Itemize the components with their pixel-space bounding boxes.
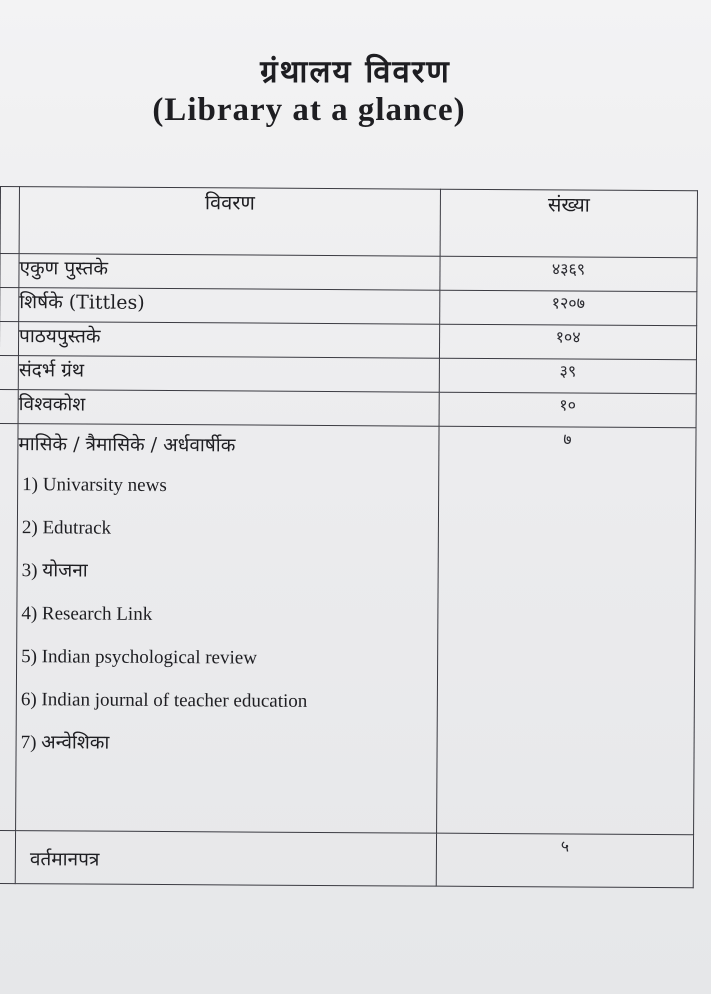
row-count: ३९ <box>439 358 696 394</box>
periodicals-heading: मासिके / त्रैमासिके / अर्धवार्षीक <box>18 433 236 457</box>
table-stub-cell <box>0 830 16 883</box>
library-table <box>0 186 698 888</box>
row-count: १० <box>439 392 696 428</box>
table-stub-cell <box>0 355 18 389</box>
page-title-english: (Library at a glance) <box>152 92 466 128</box>
header-count: संख्या <box>440 189 697 258</box>
row-count: १२०७ <box>440 290 697 326</box>
row-description: संदर्भ ग्रंथ <box>18 356 439 393</box>
row-count: १०४ <box>439 324 696 360</box>
periodicals-list <box>16 470 438 774</box>
row-description: वर्तमानपत्र <box>15 831 436 887</box>
table-stub-cell <box>0 254 19 288</box>
table-row <box>0 254 697 292</box>
row-description-periodicals <box>16 424 439 834</box>
table-stub-cell <box>0 187 19 254</box>
table-stub-cell <box>0 389 18 423</box>
list-item: 4) Research Link <box>21 603 153 625</box>
row-description: शिर्षके (Tittles) <box>19 288 440 325</box>
list-item: 3) योजना <box>21 560 88 582</box>
row-count: ५ <box>436 833 693 888</box>
table-row-periodicals <box>0 423 696 834</box>
list-item: 5) Indian psychological review <box>21 646 258 669</box>
table-row <box>0 322 697 360</box>
row-count: ४३६९ <box>440 256 697 292</box>
list-item: 7) अन्वेशिका <box>20 732 110 754</box>
list-item: 1) Univarsity news <box>22 474 167 497</box>
table-stub-cell <box>0 288 19 322</box>
row-description: पाठयपुस्तके <box>18 322 439 359</box>
list-item: 6) Indian journal of teacher education <box>20 689 308 712</box>
table-row <box>0 389 696 427</box>
table-row <box>0 830 694 887</box>
list-item: 2) Edutrack <box>21 517 112 539</box>
header-description: विवरण <box>19 187 440 257</box>
table-row <box>0 355 696 393</box>
table-row <box>0 288 697 326</box>
row-description: एकुण पुस्तके <box>19 254 440 291</box>
table-stub-cell <box>0 322 19 356</box>
page-title-marathi: ग्रंथालय विवरण <box>260 54 451 90</box>
row-description: विश्वकोश <box>18 390 439 427</box>
row-count: ७ <box>437 426 696 835</box>
table-header-row <box>0 187 697 258</box>
